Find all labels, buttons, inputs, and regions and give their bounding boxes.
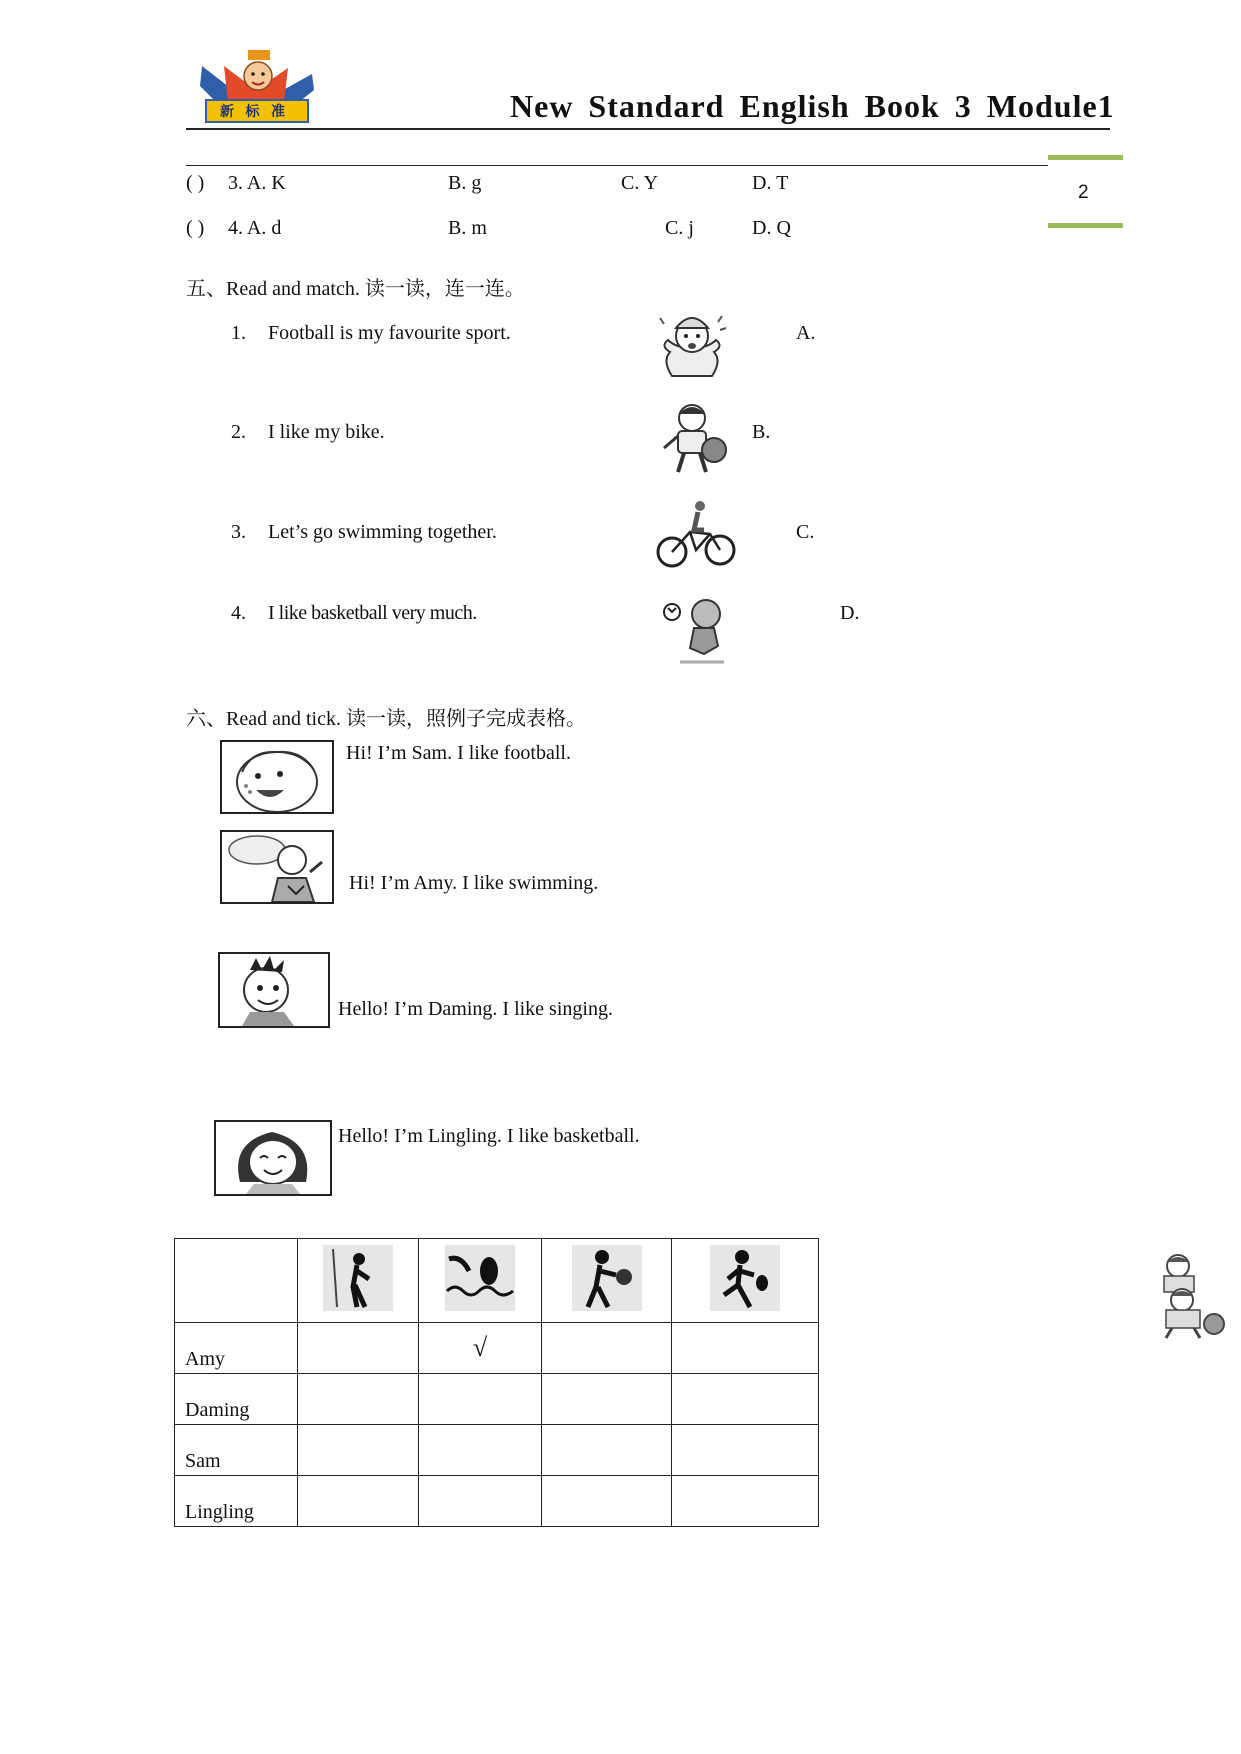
football-header: [672, 1239, 819, 1323]
tick-cell[interactable]: [419, 1476, 542, 1527]
cyclist-image: [656, 500, 736, 570]
table-row: [175, 1323, 819, 1374]
match-option-b: B.: [752, 421, 771, 443]
tick-cell[interactable]: [542, 1323, 672, 1374]
table-row: [175, 1374, 819, 1425]
divider-line: [186, 165, 1048, 166]
item-text: I like basketball very much.: [268, 602, 477, 624]
lingling-portrait: [214, 1120, 332, 1196]
basketball-boy-image: [656, 400, 736, 480]
singing-icon: [323, 1245, 393, 1311]
page-number-bar-bottom: [1048, 223, 1123, 228]
item-text: Football is my favourite sport.: [268, 322, 511, 344]
singing-header: [298, 1239, 419, 1323]
option-a: 4. A. d: [228, 217, 282, 239]
tick-cell[interactable]: [672, 1374, 819, 1425]
sam-sentence: Hi! I’m Sam. I like football.: [346, 742, 571, 764]
item-text: I like my bike.: [268, 421, 385, 443]
page-title: New Standard English Book 3 Module1: [510, 88, 1115, 124]
row-name: Amy: [175, 1323, 298, 1374]
tick-cell[interactable]: [672, 1476, 819, 1527]
item-number: 2.: [231, 421, 246, 443]
tick-cell[interactable]: [542, 1374, 672, 1425]
row-name: Daming: [175, 1374, 298, 1425]
tick-table: [174, 1238, 819, 1527]
option-a: 3. A. K: [228, 172, 286, 194]
tick-cell[interactable]: [298, 1476, 419, 1527]
daming-sentence: Hello! I’m Daming. I like singing.: [338, 998, 613, 1020]
logo-text: 新 标 准: [220, 105, 289, 120]
row-name: Lingling: [175, 1476, 298, 1527]
item-number: 3.: [231, 521, 246, 543]
basketball-header: [542, 1239, 672, 1323]
football-icon: [710, 1245, 780, 1311]
margin-kids-image: [1144, 1252, 1236, 1340]
row-name: Sam: [175, 1425, 298, 1476]
option-b: B. g: [448, 172, 482, 194]
page-number: 2: [1078, 182, 1089, 203]
answer-bracket: ( ): [186, 217, 205, 239]
answer-bracket: ( ): [186, 172, 205, 194]
item-number: 1.: [231, 322, 246, 344]
swimming-icon: [445, 1245, 515, 1311]
lingling-sentence: Hello! I’m Lingling. I like basketball.: [338, 1125, 640, 1147]
page-number-bar-top: [1048, 155, 1123, 160]
section5-heading: 五、Read and match. 读一读，连一连。: [186, 278, 525, 300]
swimming-header: [419, 1239, 542, 1323]
match-option-c: C.: [796, 521, 815, 543]
tick-cell[interactable]: [419, 1374, 542, 1425]
option-b: B. m: [448, 217, 487, 239]
publisher-logo: [198, 46, 316, 126]
tick-cell[interactable]: √: [419, 1323, 542, 1374]
table-row: [175, 1425, 819, 1476]
item-text: Let’s go swimming together.: [268, 521, 497, 543]
option-c: C. j: [665, 217, 694, 239]
tick-cell[interactable]: [419, 1425, 542, 1476]
match-option-a: A.: [796, 322, 816, 344]
tick-cell[interactable]: [672, 1425, 819, 1476]
basketball-icon: [572, 1245, 642, 1311]
table-row: [175, 1476, 819, 1527]
football-boy-image: [660, 594, 734, 664]
tick-cell[interactable]: [298, 1425, 419, 1476]
tick-cell[interactable]: [542, 1476, 672, 1527]
daming-portrait: [218, 952, 330, 1028]
tick-cell[interactable]: [542, 1425, 672, 1476]
item-number: 4.: [231, 602, 246, 624]
section6-heading: 六、Read and tick. 读一读，照例子完成表格。: [186, 708, 586, 730]
option-d: D. Q: [752, 217, 791, 239]
option-c: C. Y: [621, 172, 659, 194]
cold-boy-image: [652, 306, 732, 380]
option-d: D. T: [752, 172, 789, 194]
header-rule: [186, 128, 1110, 130]
amy-portrait: [220, 830, 334, 904]
tick-cell[interactable]: [298, 1374, 419, 1425]
tick-cell[interactable]: [298, 1323, 419, 1374]
match-option-d: D.: [840, 602, 860, 624]
amy-sentence: Hi! I’m Amy. I like swimming.: [349, 872, 599, 894]
sam-portrait: [220, 740, 334, 814]
tick-cell[interactable]: [672, 1323, 819, 1374]
corner-cell: [175, 1239, 298, 1323]
